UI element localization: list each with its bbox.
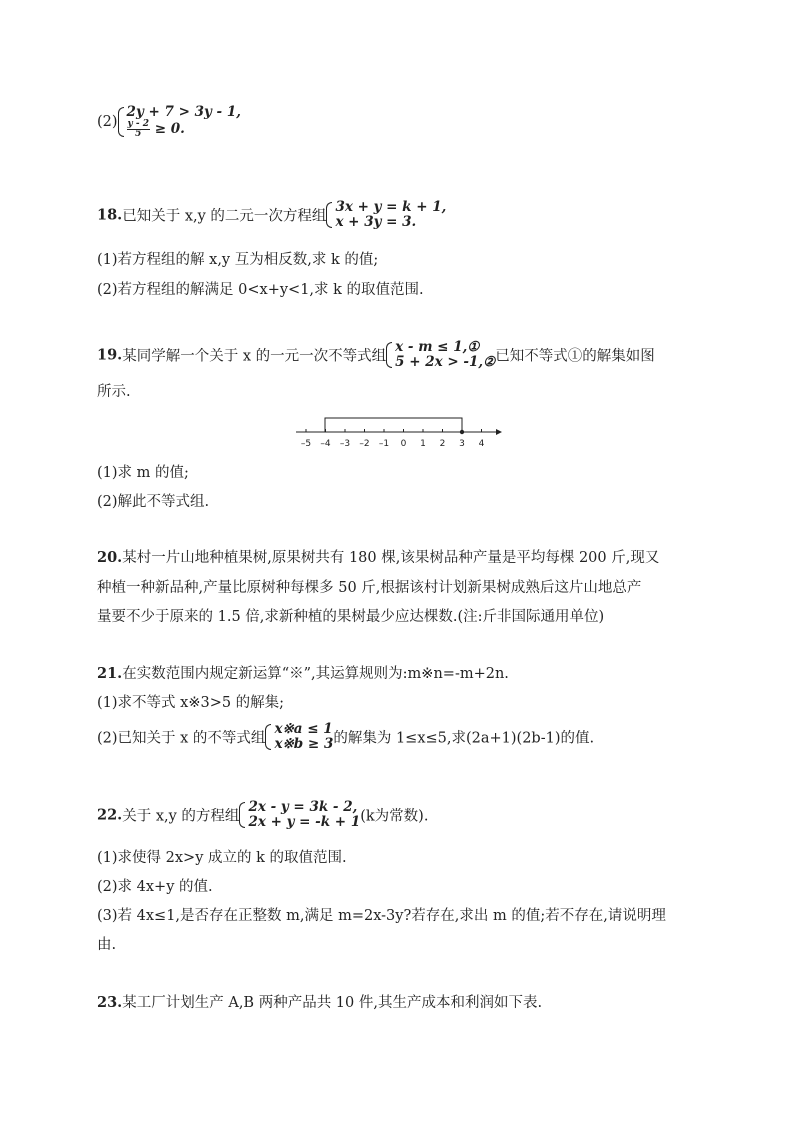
q18-system-row2: x + 3y = 3. — [335, 214, 417, 230]
q18-part2: (2)若方程组的解满足 0<x+y<1,求 k 的取值范围. — [97, 282, 424, 298]
solution-set-bracket — [325, 418, 462, 432]
q22-system-row1: 2x - y = 3k - 2, — [248, 799, 358, 815]
q18-system — [326, 200, 446, 230]
q17-system — [118, 105, 241, 139]
q21-stem: 21.在实数范围内规定新运算“※”,其运算规则为:m※n=-m+2n. — [97, 665, 509, 682]
q22-system-row2: 2x + y = -k + 1 — [248, 814, 361, 830]
q19-system-row1: x - m ≤ 1,① — [395, 339, 480, 355]
q21-system — [265, 722, 333, 752]
q20-number: 20. — [97, 549, 123, 566]
q19-stem-line2: 所示. — [97, 384, 131, 400]
q21-system-row2: x※b ≥ 3 — [274, 736, 334, 752]
q20-line1: 20.某村一片山地种植果树,原果树共有 180 棵,该果树品种产量是平均每棵 200 斤,现又 — [97, 549, 660, 566]
q17-part2 — [97, 105, 241, 139]
q22-part1: (1)求使得 2x>y 成立的 k 的取值范围. — [97, 850, 347, 866]
q19-stem-text: 某同学解一个关于 x 的一元一次不等式组 — [122, 348, 387, 365]
q22-part3-line2: 由. — [97, 937, 117, 953]
q19-stem-after: 已知不等式①的解集如图 — [495, 348, 655, 365]
q19-part1: (1)求 m 的值; — [97, 465, 189, 481]
q19-number-line — [290, 410, 505, 452]
q18-part1: (1)若方程组的解 x,y 互为相反数,求 k 的值; — [97, 252, 379, 268]
q22-stem: 22.关于 x,y 的方程组 2x - y = 3k - 2, 2x + y = -k + 1 (k为常数). — [97, 799, 429, 830]
q22-system — [239, 800, 360, 830]
q23-number: 23. — [97, 994, 123, 1011]
q17-label: (2) — [97, 114, 118, 130]
q20-line3: 量要不少于原来的 1.5 倍,求新种植的果树最少应达棵数.(注:斤非国际通用单位) — [97, 609, 605, 625]
q18-stem-text: 已知关于 x,y 的二元一次方程组 — [122, 208, 327, 225]
q18-number: 18. — [97, 206, 123, 224]
q22-number: 22. — [97, 806, 123, 824]
number-line-tick-label: 1 — [420, 439, 426, 449]
q22-part2: (2)求 4x+y 的值. — [97, 879, 213, 895]
number-line-tick-label: –2 — [359, 439, 370, 449]
q21-part2: (2)已知关于 x 的不等式组 x※a ≤ 1 x※b ≥ 3 的解集为 1≤x≤5,求(2a+1)(2b-1)的值. — [97, 721, 595, 752]
q19-part2: (2)解此不等式组. — [97, 494, 210, 510]
q18-system-row1: 3x + y = k + 1, — [335, 199, 447, 215]
q17-fraction: $\frac{y - 2}{5}$ — [127, 119, 150, 139]
q19-system — [386, 340, 495, 370]
number-line-tick-label: –5 — [300, 439, 312, 449]
number-line-tick-label: 3 — [459, 439, 465, 449]
q19-system-row2: 5 + 2x > -1,② — [395, 354, 496, 370]
q17-system-row1: 2y + 7 > 3y - 1, — [126, 104, 241, 120]
number-line-tick-label: –3 — [339, 439, 351, 449]
number-line-tick-label: 4 — [478, 439, 485, 449]
number-line-tick-label: –4 — [320, 439, 331, 449]
number-line-tick-label: –1 — [378, 439, 390, 449]
q20-line2: 种植一种新品种,产量比原树种每棵多 50 斤,根据该村计划新果树成熟后这片山地总产 — [97, 580, 642, 596]
q17-system-row2: $\frac{y - 2}{5}$ ≥ 0. — [127, 119, 185, 139]
q18-stem — [97, 200, 446, 230]
number-line-tick-label: 0 — [400, 439, 407, 449]
number-line-tick-label: 2 — [439, 439, 446, 449]
q22-part3-line1: (3)若 4x≤1,是否存在正整数 m,满足 m=2x-3y?若存在,求出 m 的值;若不存在,请说明理 — [97, 908, 666, 924]
q21-system-row1: x※a ≤ 1 — [274, 721, 333, 737]
q19-number: 19. — [97, 346, 123, 364]
number-line-arrow — [496, 429, 502, 435]
q21-part1: (1)求不等式 x※3>5 的解集; — [97, 695, 285, 711]
q21-number: 21. — [97, 665, 123, 682]
q23-stem: 23.某工厂计划生产 A,B 两种产品共 10 件,其生产成本和利润如下表. — [97, 994, 543, 1011]
q19-stem — [97, 340, 655, 370]
